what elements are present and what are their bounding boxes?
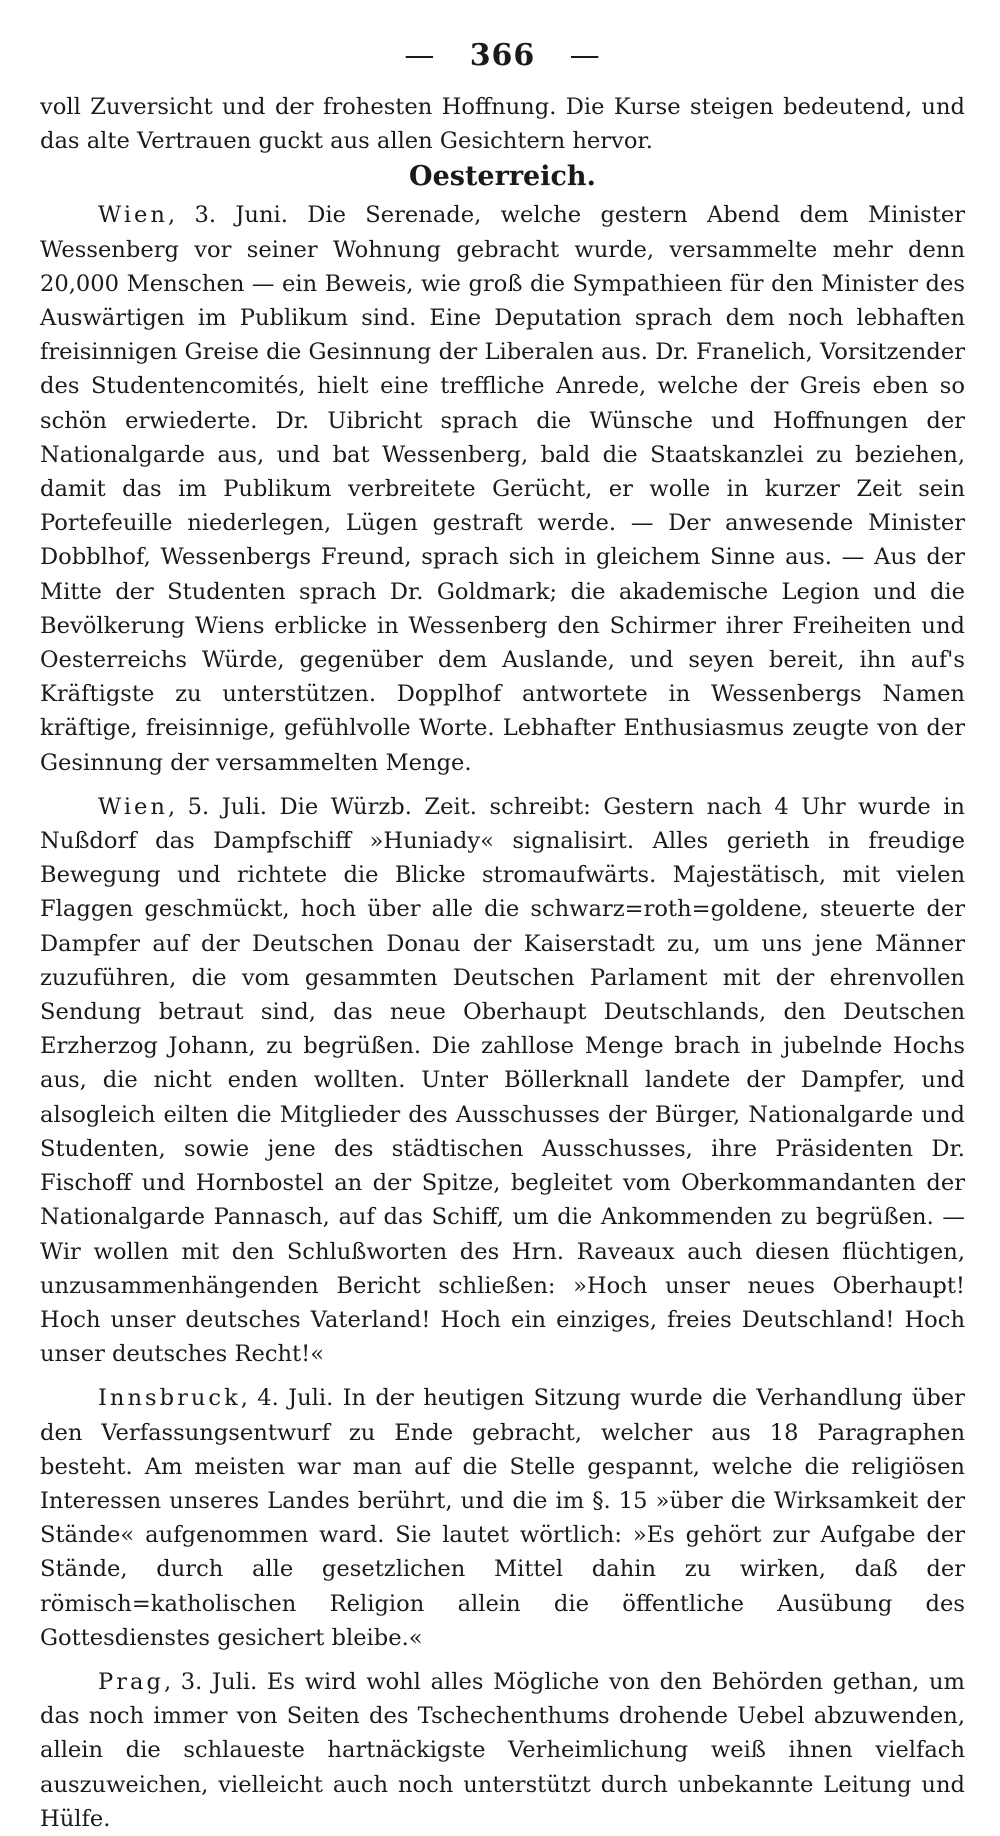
article-text: Die Serenade, welche gestern Abend dem Minister Wessenberg vor seiner Wohnung gebracht wurde, versammelte mehr denn 20,000 Menschen — ein Beweis, wie groß die Sympathieen für den Minister des Auswärtigen im Publikum sind. Eine Deputation sprach dem noch lebhaften freisinnigen Greise die Gesinnung der Liberalen aus. Dr. Franelich, Vorsitzender des Studentencomités, hielt eine treffliche Anrede, welche der Greis eben so schön erwiederte. Dr. Uibricht sprach die Wünsche und Hoffnungen der Nationalgarde aus, und bat Wessenberg, bald die Staatskanzlei zu beziehen, damit das im Publikum verbreitete Gerücht, er wolle in kurzer Zeit sein Portefeuille niederlegen, Lügen gestraft werde. — Der anwesende Minister Dobblhof, Wessenbergs Freund, sprach sich in gleichem Sinne aus. — Aus der Mitte der Studenten sprach Dr. Goldmark; die akademische Legion und die Bevölkerung Wiens erblicke in Wessenberg den Schirmer ihrer Freiheiten und Oesterreichs Würde, gegenüber dem Auslande, und seyen bereit, ihn auf's Kräftigste zu unterstützen. Dopplhof antwortete in Wessenbergs Namen kräftige, freisinnige, gefühlvolle Worte. Lebhafter Enthusiasmus zeugte von der Gesinnung der versammelten Menge.	[40, 202, 966, 776]
page-number-dash-right: —	[569, 38, 601, 73]
page-number: 366	[469, 38, 536, 73]
article-wien-juli	[40, 790, 965, 1371]
article-place: Innsbruck	[98, 1385, 241, 1412]
article-innsbruck	[40, 1381, 965, 1655]
article-date: , 4. Juli.	[240, 1385, 334, 1412]
article-prag	[40, 1665, 965, 1836]
page-number-dash-left: —	[404, 38, 436, 73]
page-number-header	[40, 36, 965, 76]
article-date: , 5. Juli.	[167, 793, 267, 820]
article-place: Wien	[98, 202, 168, 229]
article-date: , 3. Juli.	[163, 1668, 258, 1695]
article-place: Wien	[98, 793, 168, 820]
article-text: Es wird wohl alles Mögliche von den Behörden gethan, um das noch immer von Seiten des Tschechenthums drohende Uebel abzuwenden, allein die schlaueste hartnäckigste Verheimlichung weiß ihnen vielfach auszuweichen, vielleicht auch noch unterstützt durch unbekannte Leitung und Hülfe.	[40, 1668, 965, 1832]
intro-paragraph: voll Zuversicht und der frohesten Hoffnung. Die Kurse steigen bedeutend, und das alte Vertrauen guckt aus allen Gesichtern hervor.	[40, 94, 965, 155]
article-date: , 3. Juni.	[167, 202, 288, 229]
article-wien-juni	[40, 198, 965, 779]
article-text: In der heutigen Sitzung wurde die Verhandlung über den Verfassungsentwurf zu Ende gebracht, welcher aus 18 Paragraphen besteht. Am meisten war man auf die Stelle gespannt, welche die religiösen Interessen unseres Landes berührt, und die im §. 15 »über die Wirksamkeit der Stände« aufgenommen ward. Sie lautet wörtlich: »Es gehört zur Aufgabe der Stände, durch alle gesetzlichen Mittel dahin zu wirken, daß der römisch=katholischen Religion allein die öffentliche Ausübung des Gottesdienstes gesichert bleibe.«	[40, 1385, 965, 1651]
section-heading: Oesterreich.	[409, 161, 596, 193]
article-place: Prag	[98, 1668, 164, 1695]
article-text: Die Würzb. Zeit. schreibt: Gestern nach 4 Uhr wurde in Nußdorf das Dampfschiff »Huniady« signalisirt. Alles gerieth in freudige Bewegung und richtete die Blicke stromaufwärts. Majestätisch, mit vielen Flaggen geschmückt, hoch über alle die schwarz=roth=goldene, steuerte der Dampfer auf der Deutschen Donau der Kaiserstadt zu, um uns jene Männer zuzuführen, die vom gesammten Deutschen Parlament mit der ehrenvollen Sendung betraut sind, das neue Oberhaupt Deutschlands, den Deutschen Erzherzog Johann, zu begrüßen. Die zahllose Menge brach in jubelnde Hochs aus, die nicht enden wollten. Unter Böllerknall landete der Dampfer, und alsogleich eilten die Mitglieder des Ausschusses der Bürger, Nationalgarde und Studenten, sowie jene des städtischen Ausschusses, ihre Präsidenten Dr. Fischoff und Hornbostel an der Spitze, begleitet vom Oberkommandanten der Nationalgarde Pannasch, auf das Schiff, um die Ankommenden zu begrüßen. — Wir wollen mit den Schlußworten des Hrn. Raveaux auch diesen flüchtigen, unzusammenhängenden Bericht schließen: »Hoch unser neues Oberhaupt! Hoch unser deutsches Vaterland! Hoch ein einziges, freies Deutschland! Hoch unser deutsches Recht!«	[40, 793, 965, 1368]
newspaper-page	[40, 36, 965, 1836]
